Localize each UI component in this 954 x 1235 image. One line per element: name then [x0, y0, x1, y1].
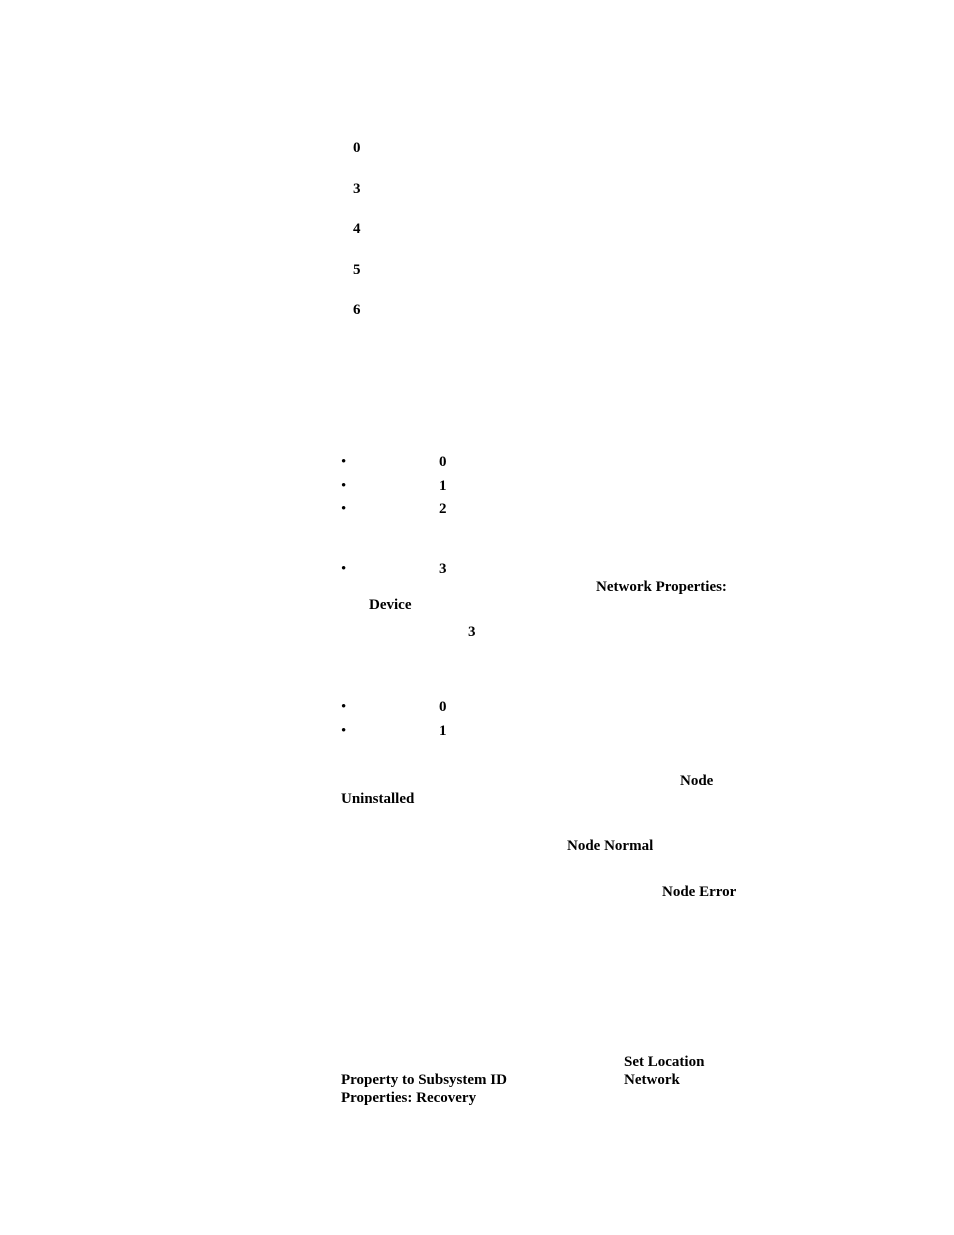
bullet-glyph: •: [341, 501, 347, 517]
node-normal-label: Node Normal: [567, 838, 654, 854]
bullet-list-item: 2: [439, 501, 447, 517]
set-location-label: Set Location: [624, 1054, 705, 1070]
bullet-glyph: •: [341, 723, 347, 739]
properties-recovery-label: Properties: Recovery: [341, 1090, 477, 1106]
bullet-list-item: 1: [439, 478, 447, 494]
bullet-glyph: •: [341, 561, 347, 577]
code-reference: 3: [468, 624, 476, 640]
code-item: 0: [353, 140, 361, 156]
network-label: Network: [624, 1072, 680, 1088]
bullet-list-item: 3: [439, 561, 447, 577]
bullet-list-item: 0: [439, 699, 447, 715]
code-item: 6: [353, 302, 361, 318]
code-item: 3: [353, 181, 361, 197]
bullet-glyph: •: [341, 454, 347, 470]
code-item: 5: [353, 262, 361, 278]
node-label: Node: [680, 773, 714, 789]
bullet-list-item: 1: [439, 723, 447, 739]
bullet-list-item: 0: [439, 454, 447, 470]
node-error-label: Node Error: [662, 884, 737, 900]
network-properties-label: Network Properties:: [596, 579, 727, 595]
device-label: Device: [369, 597, 412, 613]
bullet-glyph: •: [341, 478, 347, 494]
property-to-subsystem-label: Property to Subsystem ID: [341, 1072, 507, 1088]
uninstalled-label: Uninstalled: [341, 791, 415, 807]
bullet-glyph: •: [341, 699, 347, 715]
code-item: 4: [353, 221, 361, 237]
